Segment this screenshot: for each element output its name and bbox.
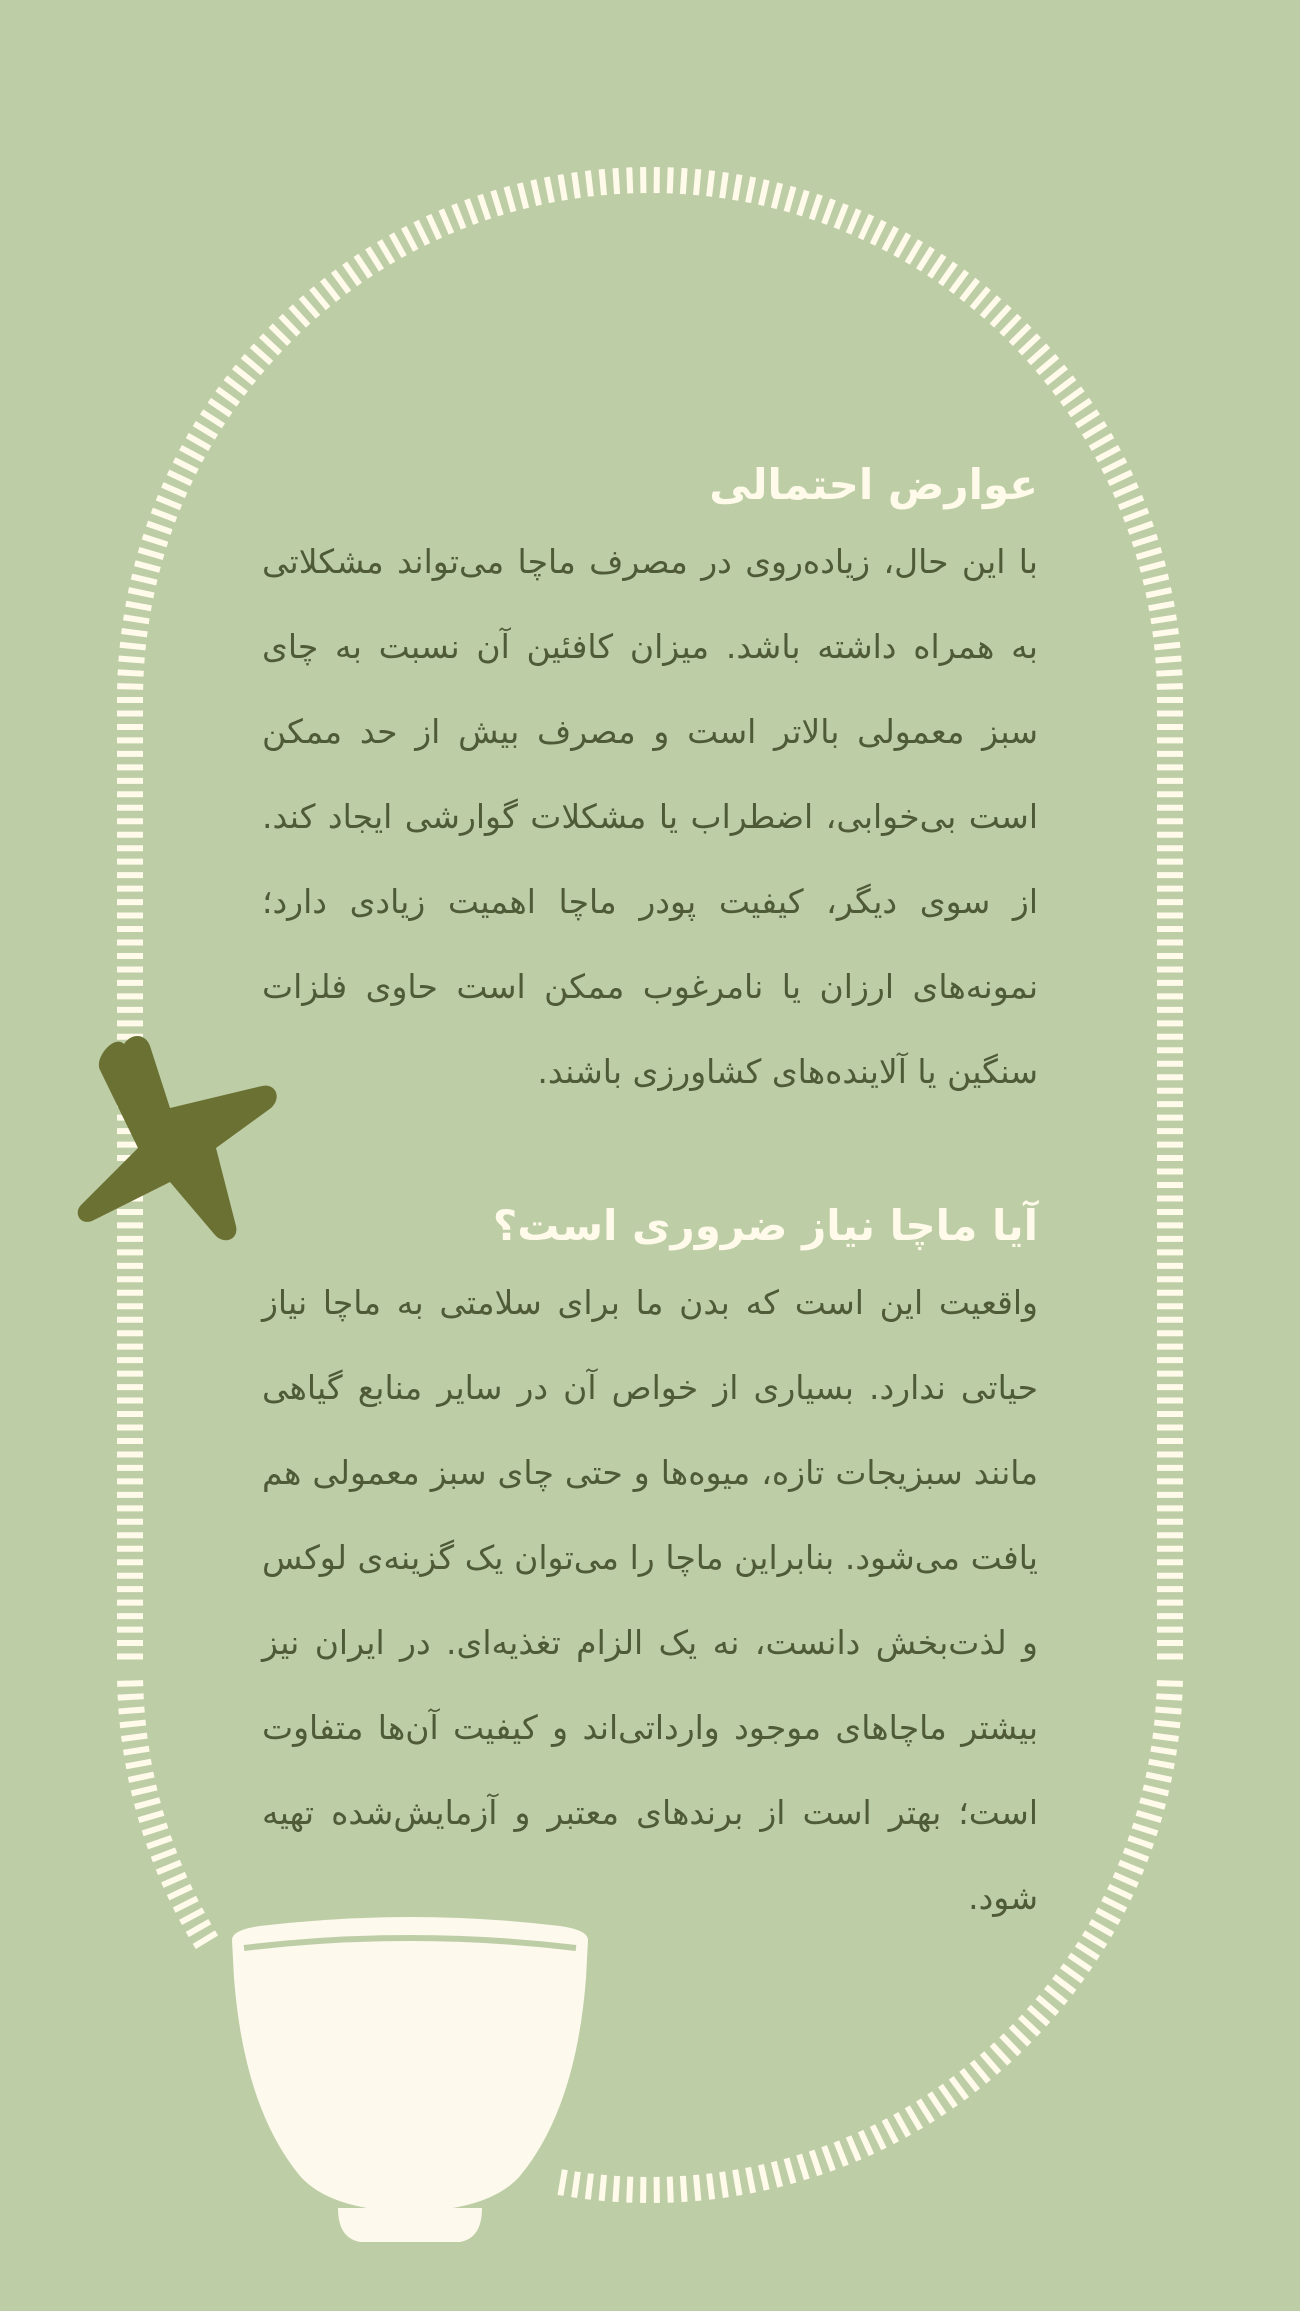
frame-dash — [416, 221, 427, 244]
frame-dash — [333, 271, 348, 292]
frame-dash — [861, 215, 872, 239]
bowl-body — [232, 1917, 588, 2212]
frame-dash — [194, 1933, 216, 1946]
frame-dash — [629, 2177, 630, 2203]
frame-dash — [1103, 1898, 1126, 1910]
frame-dash — [162, 485, 186, 495]
frame-dash — [602, 2175, 604, 2201]
frame-dash — [1119, 498, 1143, 508]
frame-dash — [941, 263, 956, 284]
frame-dash — [812, 2151, 820, 2176]
frame-dash — [1011, 2026, 1030, 2044]
frame-dash — [861, 2131, 872, 2155]
frame-dash — [1020, 2017, 1039, 2035]
section-side-effects — [262, 455, 1038, 1114]
frame-dash — [454, 204, 464, 228]
frame-dash — [824, 199, 833, 223]
frame-dash — [951, 271, 966, 292]
frame-dash — [1156, 1696, 1182, 1697]
frame-dash — [919, 248, 933, 270]
frame-dash — [836, 2141, 846, 2165]
frame-dash — [896, 2113, 909, 2136]
frame-dash — [174, 460, 197, 472]
frame-dash — [506, 187, 513, 212]
frame-dash — [291, 306, 309, 325]
frame-dash — [121, 631, 147, 634]
frame-dash — [1097, 448, 1120, 460]
frame-dash — [1153, 631, 1179, 634]
frame-dash — [748, 177, 753, 203]
frame-dash — [345, 263, 360, 284]
frame-dash — [1154, 1723, 1180, 1726]
star-decoration-icon — [66, 1030, 286, 1250]
frame-dash — [209, 400, 231, 415]
frame-dash — [799, 2155, 807, 2180]
frame-dash — [1103, 460, 1126, 472]
frame-dash — [120, 645, 146, 648]
frame-dash — [1124, 1850, 1148, 1859]
frame-dash — [1157, 1683, 1183, 1684]
frame-dash — [139, 550, 164, 557]
section-is-matcha-necessary — [262, 1196, 1038, 1940]
frame-dash — [194, 424, 216, 437]
section-body-side-effects: با این حال، زیاده‌روی در مصرف ماچا می‌تواند مشکلاتی به همراه داشته باشد. میزان کافئین آن نسبت به چای سبز معمولی بالاتر است و مصرف بیش از حد ممکن است بی‌خوابی، اضطراب یا مشکلات گوارشی ایجاد کند. از سوی دیگر، کیفیت پودر ماچا اهمیت زیادی دارد؛ نمونه‌های ارزان یا نامرغوب ممکن است حاوی فلزات سنگین یا آلاینده‌های کشاورزی باشند. — [262, 542, 1038, 1091]
frame-dash — [824, 2146, 833, 2170]
frame-dash — [1046, 1987, 1066, 2003]
frame-dash — [123, 617, 149, 621]
frame-dash — [123, 1749, 149, 1753]
frame-dash — [143, 537, 168, 545]
frame-dash — [602, 169, 604, 195]
frame-dash — [120, 1723, 146, 1726]
frame-dash — [982, 2053, 999, 2073]
frame-dash — [1062, 1966, 1083, 1981]
frame-dash — [312, 288, 329, 308]
frame-dash — [1114, 1875, 1138, 1885]
frame-dash — [1146, 1775, 1171, 1780]
frame-dash — [670, 167, 671, 193]
frame-dash — [380, 241, 393, 263]
frame-dash — [135, 563, 160, 570]
frame-dash — [533, 180, 539, 205]
frame-dash — [1062, 389, 1083, 404]
frame-dash — [735, 175, 739, 201]
frame-dash — [709, 2174, 712, 2200]
frame-dash — [748, 2167, 753, 2193]
frame-dash — [992, 2044, 1010, 2063]
frame-dash — [873, 221, 884, 244]
frame-dash — [152, 1850, 176, 1859]
frame-dash — [930, 255, 944, 277]
frame-dash — [962, 280, 978, 301]
frame-dash — [735, 2170, 739, 2196]
frame-dash — [139, 1813, 164, 1820]
frame-dash — [1114, 485, 1138, 495]
frame-dash — [683, 2176, 685, 2202]
frame-dash — [1155, 659, 1181, 661]
frame-dash — [467, 199, 476, 223]
frame-dash — [520, 183, 526, 208]
frame-dash — [683, 168, 685, 194]
frame-dash — [404, 227, 416, 250]
frame-dash — [1143, 1787, 1168, 1793]
frame-dash — [560, 175, 564, 201]
frame-dash — [1151, 617, 1177, 621]
frame-dash — [799, 191, 807, 216]
frame-dash — [147, 1838, 172, 1847]
frame-dash — [1133, 537, 1158, 545]
frame-dash — [1001, 316, 1019, 335]
frame-dash — [271, 326, 290, 344]
frame-dash — [1029, 2007, 1048, 2024]
frame-dash — [1046, 367, 1066, 383]
frame-dash — [588, 171, 591, 197]
frame-dash — [574, 172, 578, 198]
frame-dash — [301, 297, 318, 317]
frame-dash — [1054, 1976, 1075, 1992]
frame-dash — [972, 288, 989, 308]
frame-dash — [1001, 2035, 1019, 2054]
frame-dash — [907, 2107, 920, 2129]
frame-dash — [992, 306, 1010, 325]
frame-dash — [152, 510, 176, 519]
frame-dash — [849, 2136, 859, 2160]
frame-dash — [787, 2158, 794, 2183]
frame-dash — [919, 2100, 933, 2122]
frame-dash — [907, 241, 920, 263]
frame-dash — [429, 215, 440, 239]
frame-dash — [131, 1787, 156, 1793]
frame-dash — [356, 255, 370, 277]
frame-dash — [1020, 336, 1039, 354]
frame-dash — [696, 2175, 698, 2201]
frame-dash — [1124, 510, 1148, 519]
frame-dash — [174, 1898, 197, 1910]
frame-dash — [709, 171, 712, 197]
frame-dash — [696, 169, 698, 195]
frame-dash — [157, 1862, 181, 1872]
frame-dash — [1029, 346, 1048, 363]
frame-dash — [884, 227, 896, 250]
frame-dash — [1090, 1922, 1113, 1935]
frame-dash — [168, 1887, 192, 1898]
frame-dash — [972, 2062, 989, 2082]
frame-dash — [217, 389, 238, 404]
frame-dash — [1151, 1749, 1177, 1753]
frame-dash — [392, 234, 405, 257]
frame-dash — [187, 435, 210, 448]
frame-dash — [322, 280, 338, 301]
frame-dash — [1090, 435, 1113, 448]
frame-dash — [1140, 1800, 1165, 1807]
frame-dash — [181, 1910, 204, 1922]
frame-dash — [1037, 356, 1057, 373]
frame-dash — [135, 1800, 160, 1807]
frame-dash — [982, 297, 999, 317]
frame-dash — [157, 498, 181, 508]
frame-dash — [615, 2176, 617, 2202]
frame-dash — [722, 172, 726, 198]
frame-dash — [128, 590, 153, 595]
frame-dash — [951, 2078, 966, 2099]
frame-dash — [1136, 1813, 1161, 1820]
frame-dash — [1136, 550, 1161, 557]
frame-dash — [119, 659, 145, 661]
frame-dash — [1011, 326, 1030, 344]
frame-dash — [225, 378, 246, 394]
frame-dash — [1069, 400, 1091, 415]
frame-dash — [629, 167, 630, 193]
frame-dash — [1083, 1933, 1105, 1946]
section-title-is-matcha-necessary: آیا ماچا نیاز ضروری است؟ — [492, 1201, 1038, 1250]
frame-dash — [1146, 590, 1171, 595]
frame-dash — [1097, 1910, 1120, 1922]
frame-dash — [117, 1683, 143, 1684]
frame-dash — [787, 187, 794, 212]
frame-dash — [1157, 686, 1183, 687]
frame-dash — [143, 1825, 168, 1833]
frame-dash — [1119, 1862, 1143, 1872]
four-point-star-shape — [78, 1036, 277, 1240]
frame-dash — [131, 577, 156, 583]
frame-dash — [1149, 1762, 1175, 1767]
frame-dash — [774, 183, 780, 208]
frame-dash — [1149, 604, 1175, 609]
frame-dash — [147, 523, 172, 532]
frame-dash — [1154, 645, 1180, 648]
frame-dash — [761, 2165, 767, 2190]
frame-dash — [261, 336, 280, 354]
tea-bowl-icon — [220, 1908, 600, 2248]
frame-dash — [812, 195, 820, 220]
frame-dash — [1077, 412, 1099, 426]
frame-dash — [849, 210, 859, 234]
frame-dash — [121, 1736, 147, 1739]
frame-dash — [1037, 1997, 1057, 2014]
frame-dash — [118, 672, 144, 673]
frame-dash — [1108, 472, 1132, 483]
frame-dash — [441, 210, 451, 234]
frame-dash — [128, 1775, 153, 1780]
frame-dash — [368, 248, 382, 270]
frame-dash — [202, 412, 224, 426]
frame-dash — [670, 2177, 671, 2203]
frame-dash — [884, 2120, 896, 2143]
frame-dash — [1155, 1709, 1181, 1711]
bowl-base — [338, 2208, 482, 2242]
frame-dash — [722, 2172, 726, 2198]
frame-dash — [162, 1875, 186, 1885]
frame-dash — [117, 686, 143, 687]
frame-dash — [1143, 577, 1168, 583]
frame-dash — [126, 604, 152, 609]
frame-dash — [1153, 1736, 1179, 1739]
frame-dash — [168, 472, 192, 483]
frame-dash — [1156, 672, 1182, 673]
frame-dash — [181, 448, 204, 460]
frame-dash — [1128, 1838, 1153, 1847]
section-title-side-effects: عوارض احتمالی — [709, 460, 1038, 509]
frame-dash — [547, 177, 552, 203]
frame-dash — [1083, 424, 1105, 437]
frame-dash — [1054, 378, 1075, 394]
frame-dash — [480, 195, 488, 220]
frame-dash — [1069, 1955, 1091, 1970]
frame-dash — [119, 1709, 145, 1711]
section-body-is-matcha-necessary: واقعیت این است که بدن ما برای سلامتی به ماچا نیاز حیاتی ندارد. بسیاری از خواص آن در سایر منابع گیاهی مانند سبزیجات تازه، میوه‌ها و حتی چای سبز معمولی هم یافت می‌شود. بنابراین ماچا را می‌توان یک گزینه‌ی لوکس و لذت‌بخش دانست، نه یک الزام تغذیه‌ای. در ایران نیز بیشتر ماچاهای موجود وارداتی‌اند و کیفیت آن‌ها متفاوت است؛ بهتر است از برندهای معتبر و آزمایش‌شده تهیه شود. — [262, 1283, 1038, 1917]
frame-dash — [493, 191, 501, 216]
frame-dash — [836, 204, 846, 228]
frame-dash — [118, 1696, 144, 1697]
frame-dash — [1077, 1944, 1099, 1958]
frame-dash — [1133, 1825, 1158, 1833]
frame-dash — [930, 2093, 944, 2115]
frame-dash — [1128, 523, 1153, 532]
frame-dash — [873, 2126, 884, 2149]
frame-dash — [761, 180, 767, 205]
frame-dash — [1140, 563, 1165, 570]
frame-dash — [126, 1762, 152, 1767]
frame-dash — [281, 316, 299, 335]
frame-dash — [615, 168, 617, 194]
frame-dash — [774, 2162, 780, 2187]
frame-dash — [187, 1922, 210, 1935]
frame-dash — [896, 234, 909, 257]
frame-dash — [1108, 1887, 1132, 1898]
frame-dash — [962, 2070, 978, 2091]
frame-dash — [941, 2086, 956, 2107]
frame-dash — [243, 356, 263, 373]
frame-dash — [234, 367, 254, 383]
frame-dash — [252, 346, 271, 363]
